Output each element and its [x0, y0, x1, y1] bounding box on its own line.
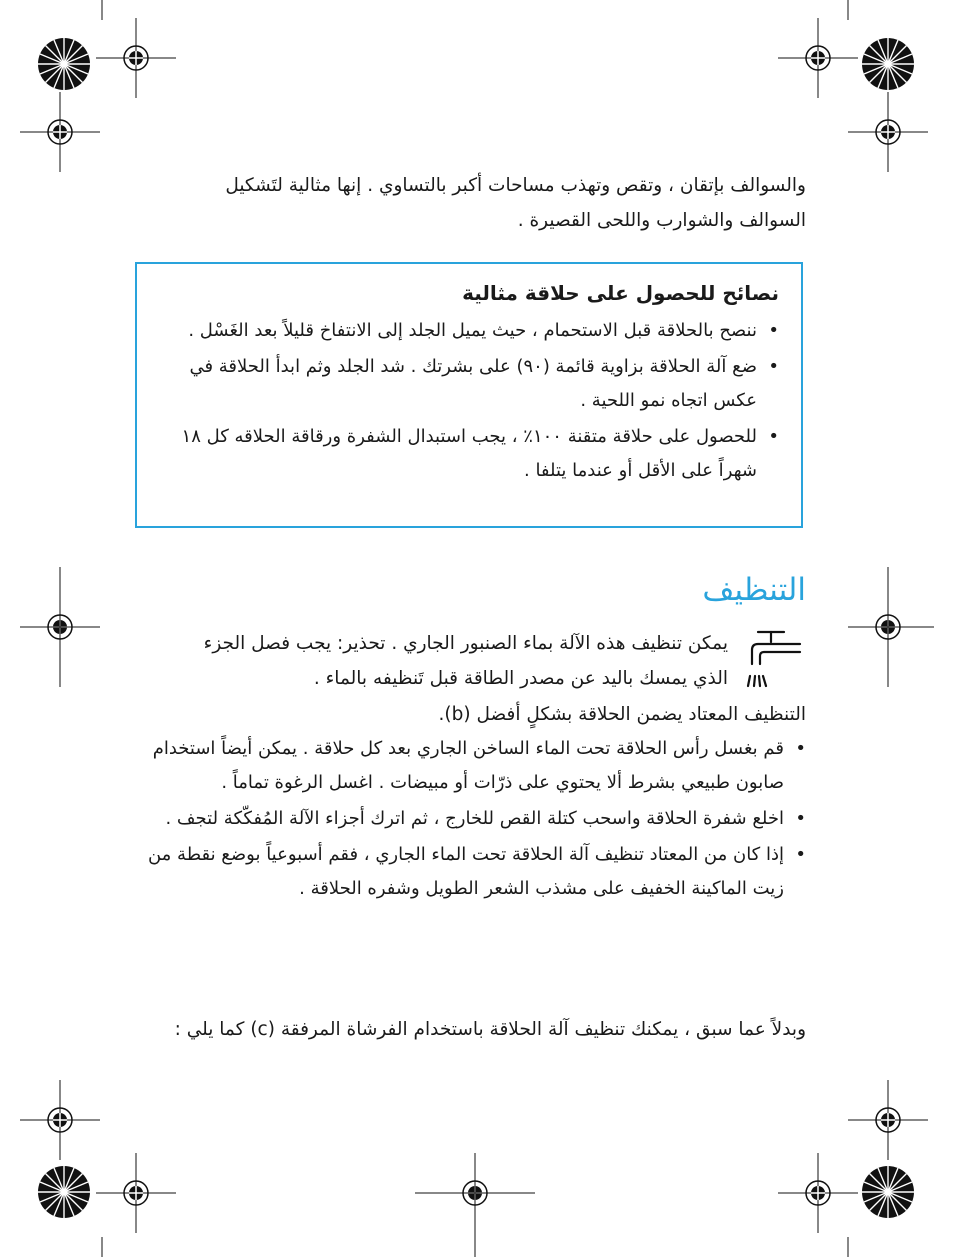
regular-cleaning-text: التنظيف المعتاد يضمن الحلاقة بشكلٍ أفضل (b).	[438, 704, 806, 725]
bullet-icon: •	[795, 844, 806, 865]
tip-text: ضع آلة الحلاقة بزاوية قائمة (٩٠) على بشرتك . شد الجلد وثم ابدأ الحلاقة في عكس اتجاه نمو اللحية .	[189, 356, 757, 411]
bullet-icon: •	[768, 426, 779, 447]
tip-text: للحصول على حلاقة متقنة ١٠٠٪ ، يجب استبدال الشفرة ورقاقة الحلاقه كل ١٨ شهراً على الأقل أو عندما يتلفا .	[181, 426, 757, 481]
tip-item	[159, 350, 779, 418]
regular-cleaning-note	[150, 697, 806, 732]
bullet-icon: •	[768, 356, 779, 377]
closing-paragraph	[150, 1012, 806, 1047]
intro-paragraph	[150, 168, 806, 238]
intro-line-2: السوالف والشوارب واللحى القصيرة .	[517, 210, 806, 231]
intro-line-1: والسوالف بإتقان ، وتقص وتهذب مساحات أكبر بالتساوي . إنها مثالية لتَشكيل	[225, 175, 806, 196]
closing-text: وبدلاً عما سبق ، يمكنك تنظيف آلة الحلاقة باستخدام الفرشاة المرفقة (c) كما يلي :	[174, 1019, 806, 1040]
tips-list	[159, 314, 779, 488]
cleaning-list	[140, 732, 806, 908]
tip-text: ننصح بالحلاقة قبل الاستحمام ، حيث يميل الجلد إلى الانتفاخ قليلاً بعد الغَسْل .	[188, 320, 757, 341]
cleaning-text: اخلع شفرة الحلاقة واسحب كتلة القص للخارج ، ثم اترك أجزاء الآلة المُفكّكة لتجف .	[165, 808, 784, 829]
bullet-icon: •	[768, 320, 779, 341]
faucet-note-line-2: الذي يمسك باليد عن مصدر الطاقة قبل تَنظيفه بالماء .	[313, 668, 728, 689]
cleaning-item	[140, 838, 806, 906]
cleaning-item	[140, 802, 806, 836]
faucet-icon	[738, 628, 804, 690]
cleaning-text: قم بغسل رأس الحلاقة تحت الماء الساخن الجاري بعد كل حلاقة . يمكن أيضاً استخدام صابون طبيعي بشرط ألا يحتوي على ذرّات أو مبيضات . اغسل الرغوة تماماً .	[152, 738, 784, 793]
faucet-note-line-1: يمكن تنظيف هذه الآلة بماء الصنبور الجاري . تحذير: يجب فصل الجزء	[203, 633, 728, 654]
tip-item	[159, 314, 779, 348]
tips-title: نصائح للحصول على حلاقة مثالية	[462, 281, 779, 305]
bullet-icon: •	[795, 738, 806, 759]
faucet-note	[150, 626, 728, 696]
section-title-cleaning: التنظيف	[702, 572, 806, 608]
bullet-icon: •	[795, 808, 806, 829]
cleaning-text: إذا كان من المعتاد تنظيف آلة الحلاقة تحت الماء الجاري ، فقم أسبوعياً بوضع نقطة من زيت الماكينة الخفيف على مشذب الشعر الطويل وشفره الحلاقة .	[147, 844, 784, 899]
tip-item	[159, 420, 779, 488]
tips-box	[135, 262, 803, 528]
cleaning-item	[140, 732, 806, 800]
